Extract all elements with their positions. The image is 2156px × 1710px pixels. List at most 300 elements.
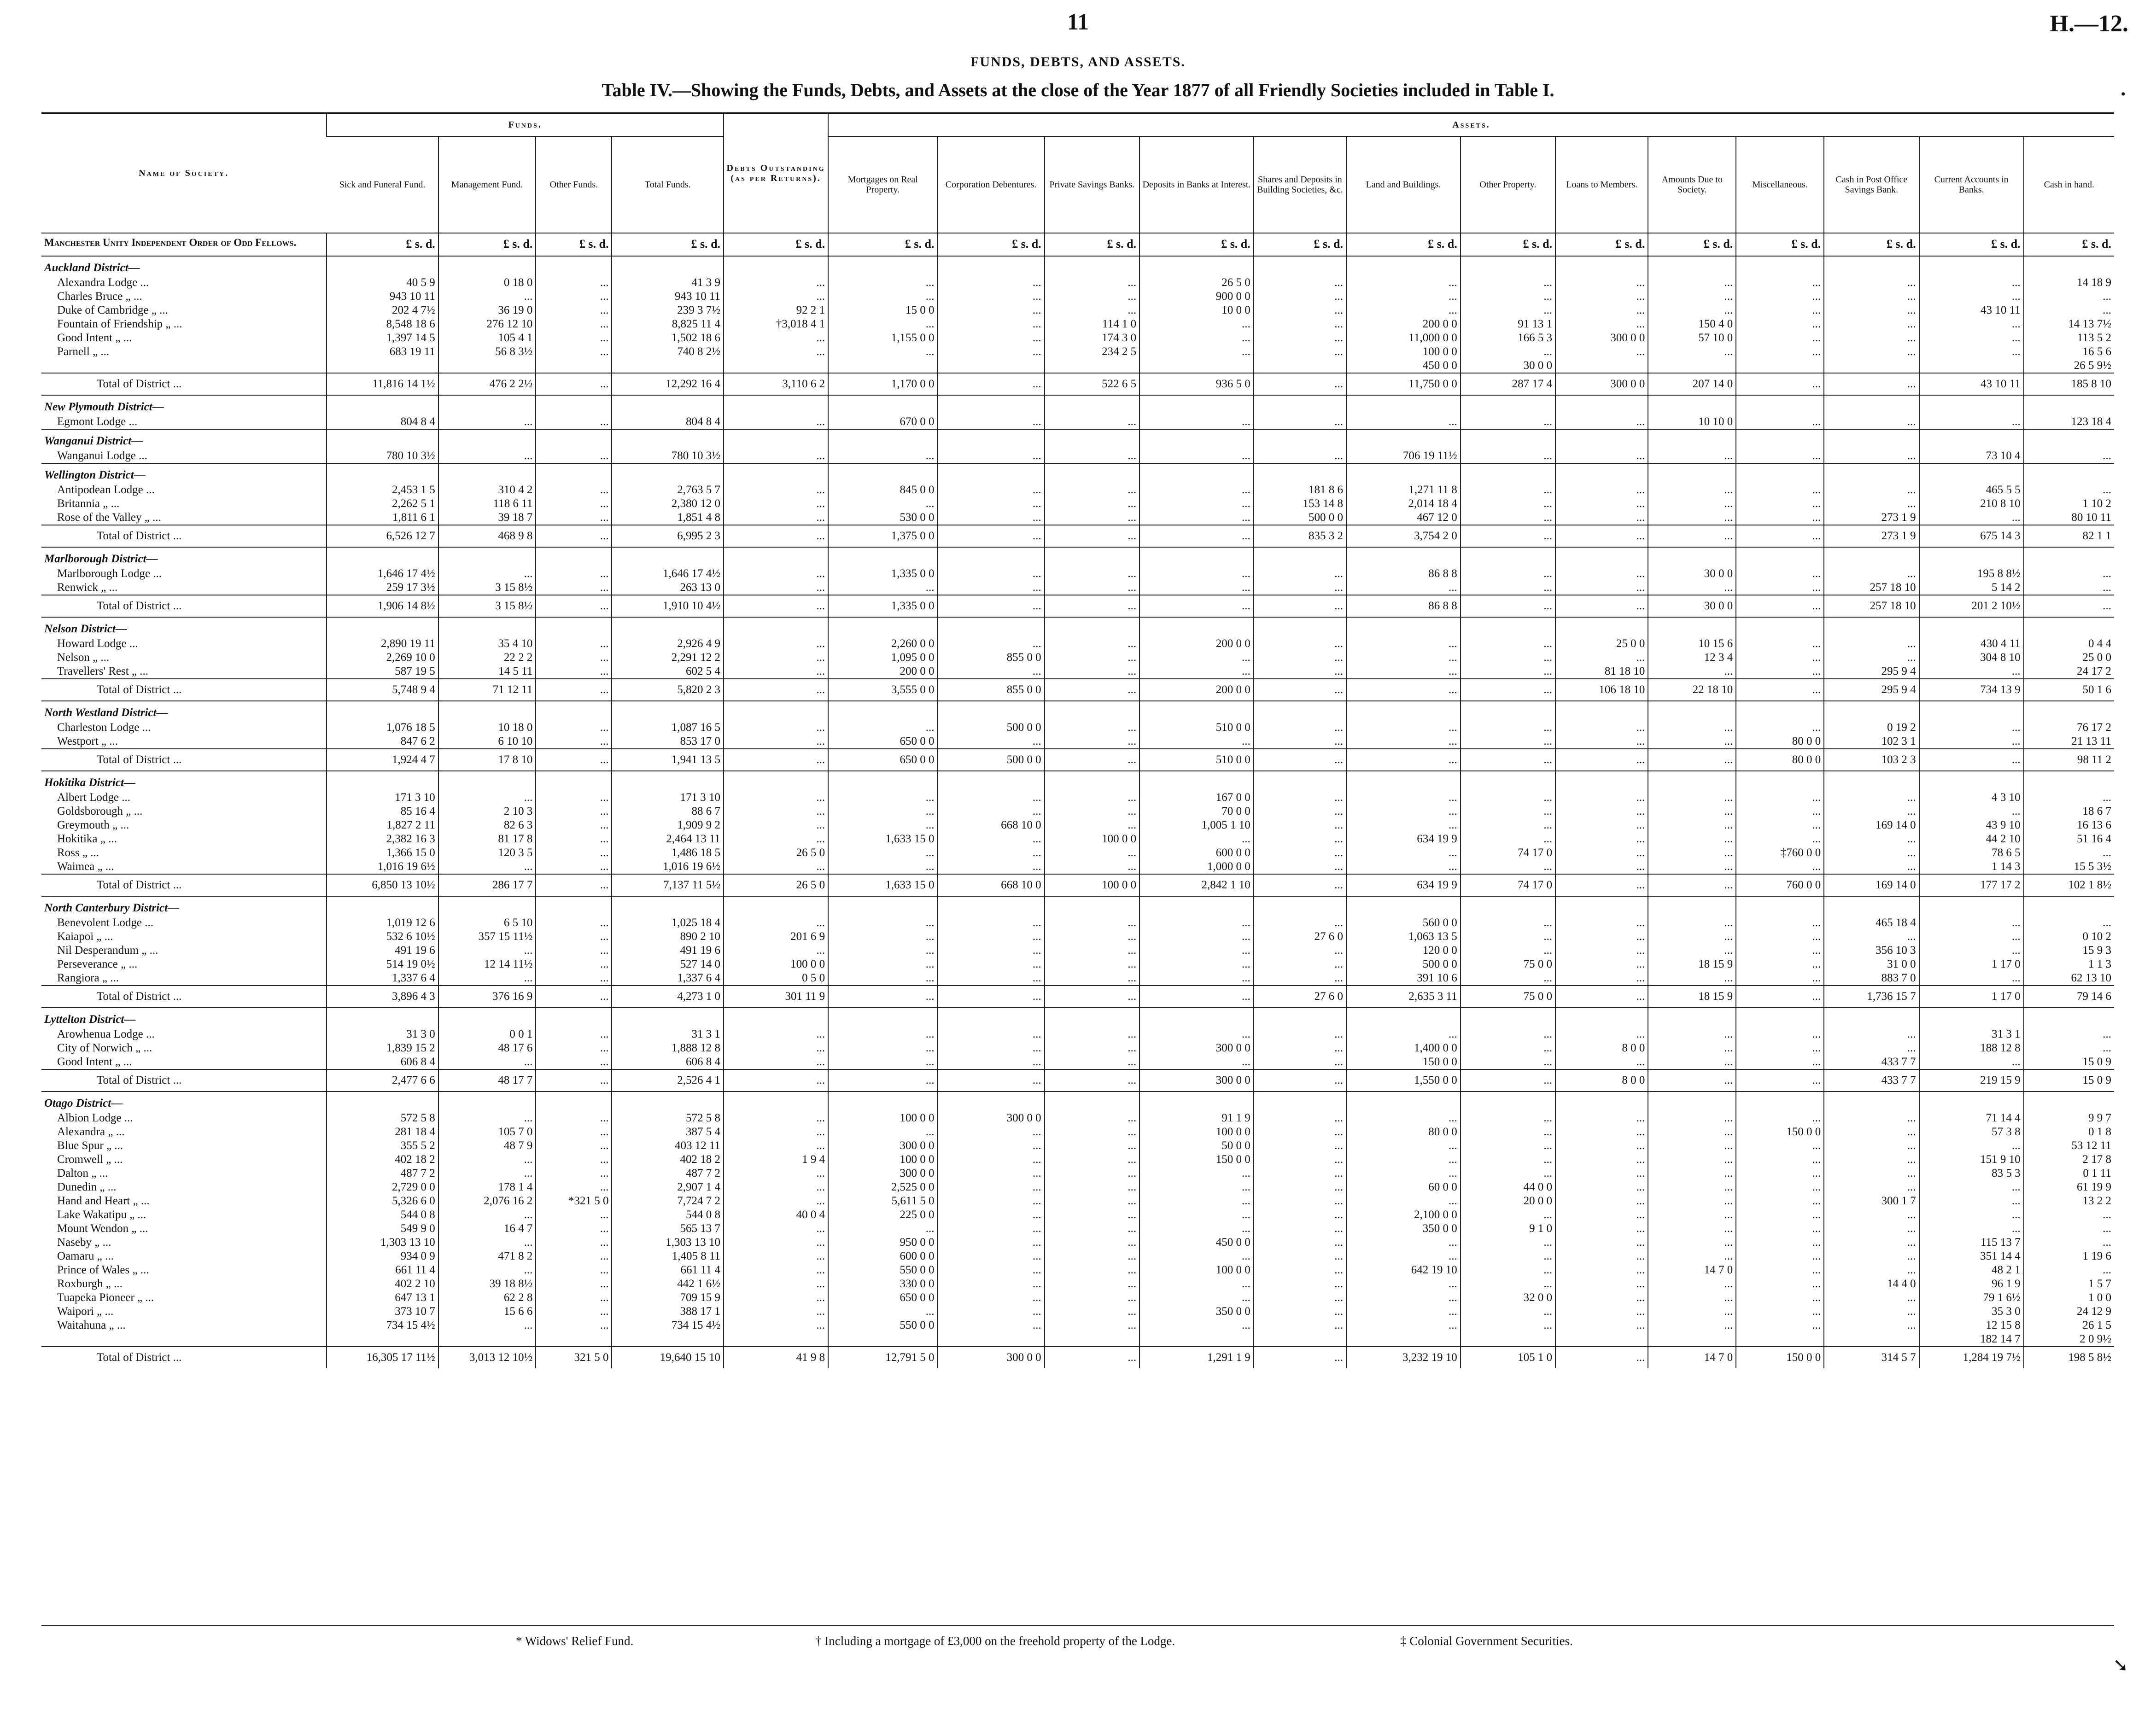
amount-cell: 169 14 0 <box>1824 874 1919 896</box>
district-total-row <box>41 373 2114 395</box>
amount-cell <box>1139 256 1254 276</box>
lodge-name: Wanganui Lodge ... <box>57 449 147 462</box>
amount-cell: ... <box>2024 1263 2114 1277</box>
amount-cell: ... <box>1254 567 1346 581</box>
amount-cell: ... <box>1045 971 1139 986</box>
amount-cell <box>438 395 536 415</box>
amount-cell: ... <box>1461 581 1555 595</box>
lodge-name: Arowhenua Lodge ... <box>57 1028 155 1040</box>
lodge-row <box>41 483 2114 497</box>
amount-cell: ... <box>724 449 828 463</box>
amount-cell: ... <box>1555 1222 1648 1236</box>
amount-cell: 1,087 16 5 <box>612 721 724 735</box>
amount-cell: ... <box>1254 832 1346 846</box>
amount-cell: ... <box>1736 290 1824 303</box>
amount-cell: 100 0 0 <box>1045 874 1139 896</box>
amount-cell: 6,850 13 10½ <box>327 874 438 896</box>
amount-cell: 166 5 3 <box>1461 331 1555 345</box>
amount-cell: 16 5 6 <box>2024 345 2114 359</box>
district-heading-row <box>41 463 2114 483</box>
amount-cell: 177 17 2 <box>1919 874 2024 896</box>
funds-debts-assets-table <box>41 112 2114 1368</box>
amount-cell: ... <box>1919 665 2024 679</box>
lodge-row <box>41 971 2114 986</box>
lodge-row <box>41 1236 2114 1249</box>
amount-cell <box>1346 429 1461 449</box>
amount-cell: 8,825 11 4 <box>612 317 724 331</box>
amount-cell <box>612 547 724 567</box>
amount-cell: ... <box>536 497 612 511</box>
amount-cell: ... <box>1346 679 1461 701</box>
amount-cell: ... <box>724 860 828 874</box>
amount-cell <box>1648 547 1736 567</box>
amount-cell: 15 0 0 <box>828 303 937 317</box>
amount-cell: ... <box>438 971 536 986</box>
amount-cell <box>1139 463 1254 483</box>
district-name: New Plymouth District— <box>41 395 327 415</box>
footnote-double-dagger: ‡ Colonial Government Securities. <box>1400 1634 1573 1648</box>
amount-cell: ... <box>1736 1236 1824 1249</box>
amount-cell <box>438 1332 536 1347</box>
amount-cell: ... <box>536 818 612 832</box>
amount-cell: ... <box>1824 651 1919 665</box>
amount-cell <box>327 256 438 276</box>
amount-cell: 1 17 0 <box>1919 986 2024 1008</box>
amount-cell <box>937 1332 1044 1347</box>
amount-cell: 35 4 10 <box>438 637 536 651</box>
amount-cell: 314 5 7 <box>1824 1347 1919 1368</box>
amount-cell: 734 13 9 <box>1919 679 2024 701</box>
amount-cell: 13 2 2 <box>2024 1194 2114 1208</box>
lodge-name: Dunedin „ ... <box>57 1181 117 1193</box>
amount-cell: 900 0 0 <box>1139 290 1254 303</box>
amount-cell: ... <box>1346 1291 1461 1305</box>
amount-cell: ... <box>724 1319 828 1332</box>
amount-cell: 1,170 0 0 <box>828 373 937 395</box>
amount-cell: 43 10 11 <box>1919 303 2024 317</box>
amount-cell <box>438 359 536 373</box>
amount-cell <box>1461 701 1555 721</box>
amount-cell <box>1254 1332 1346 1347</box>
amount-cell: 115 13 7 <box>1919 1236 2024 1249</box>
lodge-row <box>41 1167 2114 1180</box>
amount-cell <box>937 617 1044 637</box>
amount-cell: ... <box>1736 276 1824 290</box>
amount-cell: ... <box>1139 957 1254 971</box>
amount-cell: 73 10 4 <box>1919 449 2024 463</box>
amount-cell: 373 10 7 <box>327 1305 438 1319</box>
amount-cell: ... <box>937 373 1044 395</box>
amount-cell: ... <box>536 749 612 771</box>
amount-cell: ... <box>1045 930 1139 944</box>
amount-cell: ... <box>1461 1041 1555 1055</box>
amount-cell: ... <box>1254 1236 1346 1249</box>
amount-cell <box>1045 617 1139 637</box>
amount-cell: ... <box>1648 1277 1736 1291</box>
amount-cell: 8,548 18 6 <box>327 317 438 331</box>
amount-cell: ... <box>1045 567 1139 581</box>
amount-cell <box>1736 395 1824 415</box>
amount-cell: 402 18 2 <box>327 1153 438 1167</box>
amount-cell: ... <box>1461 483 1555 497</box>
amount-cell <box>536 429 612 449</box>
unit-label: £ s. d. <box>828 233 937 256</box>
unit-label: £ s. d. <box>1346 233 1461 256</box>
amount-cell: 80 0 0 <box>1736 735 1824 749</box>
amount-cell <box>1461 429 1555 449</box>
amount-cell: ... <box>724 1069 828 1091</box>
amount-cell: ... <box>1555 1139 1648 1153</box>
amount-cell: ... <box>1824 1027 1919 1041</box>
amount-cell: ... <box>1254 679 1346 701</box>
amount-cell: ... <box>1045 1139 1139 1153</box>
amount-cell: 79 14 6 <box>2024 986 2114 1008</box>
unit-label: £ s. d. <box>1254 233 1346 256</box>
amount-cell: 12,791 5 0 <box>828 1347 937 1368</box>
amount-cell <box>724 1008 828 1027</box>
amount-cell: ... <box>536 679 612 701</box>
amount-cell: ... <box>828 846 937 860</box>
lodge-row <box>41 1180 2114 1194</box>
amount-cell: ... <box>536 1111 612 1125</box>
amount-cell: 4,273 1 0 <box>612 986 724 1008</box>
amount-cell: 24 12 9 <box>2024 1305 2114 1319</box>
amount-cell <box>1139 395 1254 415</box>
amount-cell: ... <box>937 1055 1044 1069</box>
amount-cell: ... <box>1045 818 1139 832</box>
amount-cell: ... <box>1648 1291 1736 1305</box>
amount-cell <box>1824 463 1919 483</box>
amount-cell: ... <box>1139 930 1254 944</box>
amount-cell: ... <box>1254 874 1346 896</box>
amount-cell: ... <box>536 1069 612 1091</box>
amount-cell: 14 5 11 <box>438 665 536 679</box>
amount-cell: 118 6 11 <box>438 497 536 511</box>
amount-cell: ... <box>1139 581 1254 595</box>
amount-cell: 82 1 1 <box>2024 525 2114 547</box>
amount-cell: 403 12 11 <box>612 1139 724 1153</box>
amount-cell: ... <box>438 791 536 805</box>
amount-cell: ... <box>1254 449 1346 463</box>
amount-cell: 105 7 0 <box>438 1125 536 1139</box>
amount-cell: 600 0 0 <box>1139 846 1254 860</box>
amount-cell: 24 17 2 <box>2024 665 2114 679</box>
amount-cell: 15 0 9 <box>2024 1055 2114 1069</box>
amount-cell: ... <box>438 449 536 463</box>
amount-cell: ... <box>724 525 828 547</box>
lodge-name: Travellers' Rest „ ... <box>57 665 148 677</box>
district-name: North Canterbury District— <box>41 896 327 916</box>
amount-cell: ... <box>1461 303 1555 317</box>
total-label: Total of District ... <box>41 1347 327 1368</box>
district-heading-row <box>41 395 2114 415</box>
amount-cell: 442 1 6½ <box>612 1277 724 1291</box>
amount-cell <box>937 256 1044 276</box>
amount-cell <box>1139 701 1254 721</box>
total-label: Total of District ... <box>41 1069 327 1091</box>
amount-cell: 171 3 10 <box>327 791 438 805</box>
running-head: FUNDS, DEBTS, AND ASSETS. <box>970 54 1186 70</box>
amount-cell: 82 6 3 <box>438 818 536 832</box>
amount-cell: ... <box>828 1041 937 1055</box>
amount-cell: 388 17 1 <box>612 1305 724 1319</box>
amount-cell: ... <box>724 567 828 581</box>
amount-cell: ... <box>1824 373 1919 395</box>
amount-cell: ... <box>536 930 612 944</box>
amount-cell: 27 6 0 <box>1254 986 1346 1008</box>
amount-cell: ... <box>1254 805 1346 818</box>
funds-group-header: Funds. <box>327 113 724 137</box>
amount-cell: 200 0 0 <box>1139 637 1254 651</box>
amount-cell: 70 0 0 <box>1139 805 1254 818</box>
amount-cell: 35 3 0 <box>1919 1305 2024 1319</box>
amount-cell <box>1648 701 1736 721</box>
amount-cell: 48 2 1 <box>1919 1263 2024 1277</box>
amount-cell: ... <box>828 860 937 874</box>
amount-cell: ... <box>1461 1153 1555 1167</box>
amount-cell: 2,260 0 0 <box>828 637 937 651</box>
amount-cell: 50 1 6 <box>2024 679 2114 701</box>
amount-cell: ... <box>1254 957 1346 971</box>
amount-cell: ... <box>1824 1236 1919 1249</box>
amount-cell: ... <box>1461 525 1555 547</box>
amount-cell: 467 12 0 <box>1346 511 1461 525</box>
amount-cell: ... <box>1346 735 1461 749</box>
amount-cell: 26 5 9½ <box>2024 359 2114 373</box>
unit-label: £ s. d. <box>1824 233 1919 256</box>
amount-cell: 668 10 0 <box>937 874 1044 896</box>
lodge-name: Greymouth „ ... <box>57 819 129 831</box>
amount-cell: 9 1 0 <box>1461 1222 1555 1236</box>
amount-cell: ... <box>1736 1319 1824 1332</box>
amount-cell: ... <box>1045 637 1139 651</box>
amount-cell: ... <box>1736 930 1824 944</box>
amount-cell: ... <box>1736 449 1824 463</box>
amount-cell: 48 7 9 <box>438 1139 536 1153</box>
unit-label: £ s. d. <box>438 233 536 256</box>
amount-cell: ... <box>724 1125 828 1139</box>
amount-cell: 21 13 11 <box>2024 735 2114 749</box>
amount-cell <box>1648 771 1736 791</box>
amount-cell: ... <box>1045 1125 1139 1139</box>
amount-cell: ... <box>724 1180 828 1194</box>
amount-cell: ... <box>1648 805 1736 818</box>
amount-cell: 16,305 17 11½ <box>327 1347 438 1368</box>
amount-cell: 1,924 4 7 <box>327 749 438 771</box>
amount-cell: ... <box>828 290 937 303</box>
amount-cell: ... <box>1824 345 1919 359</box>
footnote-dagger: † Including a mortgage of £3,000 on the freehold property of the Lodge. <box>815 1634 1175 1648</box>
amount-cell: ... <box>828 916 937 930</box>
lodge-row <box>41 449 2114 463</box>
amount-cell: 804 8 4 <box>327 415 438 429</box>
amount-cell: ... <box>1346 860 1461 874</box>
amount-cell: 1,284 19 7½ <box>1919 1347 2024 1368</box>
amount-cell: 185 8 10 <box>2024 373 2114 395</box>
amount-cell: 500 0 0 <box>937 721 1044 735</box>
district-name: Marlborough District— <box>41 547 327 567</box>
amount-cell: ... <box>1736 1055 1824 1069</box>
amount-cell: ... <box>1045 721 1139 735</box>
amount-cell: ... <box>536 595 612 617</box>
lodge-name: Cromwell „ ... <box>57 1153 123 1166</box>
amount-cell: ... <box>1648 874 1736 896</box>
amount-cell: 1,076 18 5 <box>327 721 438 735</box>
amount-cell: 300 0 0 <box>937 1111 1044 1125</box>
amount-cell <box>1254 429 1346 449</box>
amount-cell <box>1736 359 1824 373</box>
amount-cell: ... <box>1824 483 1919 497</box>
amount-cell <box>327 1008 438 1027</box>
amount-cell <box>1919 701 2024 721</box>
amount-cell: ... <box>1648 1167 1736 1180</box>
amount-cell: ... <box>1461 449 1555 463</box>
amount-cell: ... <box>1254 971 1346 986</box>
lodge-name: Antipodean Lodge ... <box>57 484 155 496</box>
amount-cell: 48 17 7 <box>438 1069 536 1091</box>
unit-label: £ s. d. <box>612 233 724 256</box>
amount-cell: 6,526 12 7 <box>327 525 438 547</box>
amount-cell <box>1736 617 1824 637</box>
amount-cell: ... <box>1919 1194 2024 1208</box>
amount-cell: ... <box>1139 971 1254 986</box>
amount-cell: ... <box>1555 791 1648 805</box>
lodge-name: Britannia „ ... <box>57 497 120 510</box>
amount-cell: ... <box>937 1277 1044 1291</box>
amount-cell: 0 18 0 <box>438 276 536 290</box>
amount-cell <box>1824 1008 1919 1027</box>
amount-cell: ... <box>1346 276 1461 290</box>
amount-cell: ... <box>724 1291 828 1305</box>
amount-cell: 387 5 4 <box>612 1125 724 1139</box>
lodge-row <box>41 665 2114 679</box>
amount-cell: ... <box>724 1305 828 1319</box>
amount-cell <box>1919 463 2024 483</box>
amount-cell: ... <box>724 1277 828 1291</box>
lodge-name: Perseverance „ ... <box>57 958 138 970</box>
amount-cell: ... <box>1346 1153 1461 1167</box>
amount-cell: ... <box>1824 1208 1919 1222</box>
amount-cell: ... <box>1555 818 1648 832</box>
lodge-name: Hand and Heart „ ... <box>57 1195 150 1207</box>
amount-cell: 150 0 0 <box>1736 1125 1824 1139</box>
amount-cell: ... <box>1254 345 1346 359</box>
amount-cell: 450 0 0 <box>1346 359 1461 373</box>
amount-cell <box>1139 896 1254 916</box>
amount-cell: 80 0 0 <box>1736 749 1824 771</box>
lodge-row <box>41 1139 2114 1153</box>
amount-cell <box>1254 617 1346 637</box>
amount-cell: ... <box>1045 415 1139 429</box>
amount-cell: ... <box>1555 345 1648 359</box>
amount-cell <box>724 701 828 721</box>
amount-cell: ... <box>937 930 1044 944</box>
lodge-row <box>41 290 2114 303</box>
amount-cell: 450 0 0 <box>1139 1236 1254 1249</box>
amount-cell: ... <box>1254 1027 1346 1041</box>
unit-label: £ s. d. <box>1461 233 1555 256</box>
amount-cell: ... <box>1139 1027 1254 1041</box>
amount-cell: 257 18 10 <box>1824 595 1919 617</box>
amount-cell: ... <box>1919 290 2024 303</box>
lodge-row <box>41 415 2114 429</box>
amount-cell: ... <box>828 1027 937 1041</box>
amount-cell <box>2024 463 2114 483</box>
amount-cell: ... <box>1648 303 1736 317</box>
amount-cell: 14 18 9 <box>2024 276 2114 290</box>
lodge-row <box>41 1111 2114 1125</box>
amount-cell: ... <box>1736 1153 1824 1167</box>
column-header: Other Property. <box>1461 136 1555 233</box>
amount-cell: 295 9 4 <box>1824 679 1919 701</box>
amount-cell: 74 17 0 <box>1461 874 1555 896</box>
amount-cell: 1,550 0 0 <box>1346 1069 1461 1091</box>
amount-cell: ... <box>1254 1069 1346 1091</box>
amount-cell: ... <box>1139 317 1254 331</box>
amount-cell: ... <box>1045 1111 1139 1125</box>
footnote-rule <box>41 1625 2114 1626</box>
amount-cell: ... <box>1824 1291 1919 1305</box>
amount-cell: ... <box>1139 1208 1254 1222</box>
lodge-row <box>41 359 2114 373</box>
amount-cell: 0 1 11 <box>2024 1167 2114 1180</box>
amount-cell: ... <box>1045 791 1139 805</box>
amount-cell: ... <box>1346 637 1461 651</box>
amount-cell: ... <box>1461 567 1555 581</box>
amount-cell: 650 0 0 <box>828 749 937 771</box>
amount-cell: ... <box>1555 735 1648 749</box>
amount-cell: ... <box>2024 1222 2114 1236</box>
amount-cell: 300 0 0 <box>1139 1069 1254 1091</box>
amount-cell: ... <box>536 1125 612 1139</box>
amount-cell <box>2024 395 2114 415</box>
district-heading-row <box>41 429 2114 449</box>
amount-cell: ... <box>536 567 612 581</box>
amount-cell: 1,888 12 8 <box>612 1041 724 1055</box>
amount-cell: ... <box>1254 1208 1346 1222</box>
amount-cell: 1,016 19 6½ <box>327 860 438 874</box>
amount-cell: 550 0 0 <box>828 1319 937 1332</box>
amount-cell: ... <box>1461 735 1555 749</box>
amount-cell: ... <box>536 331 612 345</box>
amount-cell: ... <box>1736 637 1824 651</box>
amount-cell: ... <box>1736 1222 1824 1236</box>
amount-cell: 1,839 15 2 <box>327 1041 438 1055</box>
amount-cell: ... <box>724 595 828 617</box>
amount-cell: ... <box>1736 651 1824 665</box>
amount-cell <box>1919 547 2024 567</box>
lodge-name: Nelson „ ... <box>57 651 110 664</box>
amount-cell <box>937 463 1044 483</box>
amount-cell <box>1555 256 1648 276</box>
amount-cell: ... <box>1824 449 1919 463</box>
amount-cell: ... <box>937 1291 1044 1305</box>
lodge-name: Rose of the Valley „ ... <box>57 511 161 524</box>
amount-cell: 44 2 10 <box>1919 832 2024 846</box>
lodge-name: Oamaru „ ... <box>57 1250 114 1262</box>
amount-cell: ... <box>1736 1249 1824 1263</box>
amount-cell: ... <box>2024 1041 2114 1055</box>
amount-cell <box>1346 395 1461 415</box>
amount-cell: ... <box>1736 832 1824 846</box>
amount-cell: ... <box>1045 1041 1139 1055</box>
amount-cell: ... <box>1254 1139 1346 1153</box>
amount-cell <box>438 429 536 449</box>
amount-cell: 20 0 0 <box>1461 1194 1555 1208</box>
amount-cell: ... <box>1461 818 1555 832</box>
amount-cell: 1 5 7 <box>2024 1277 2114 1291</box>
amount-cell: ... <box>1461 1125 1555 1139</box>
